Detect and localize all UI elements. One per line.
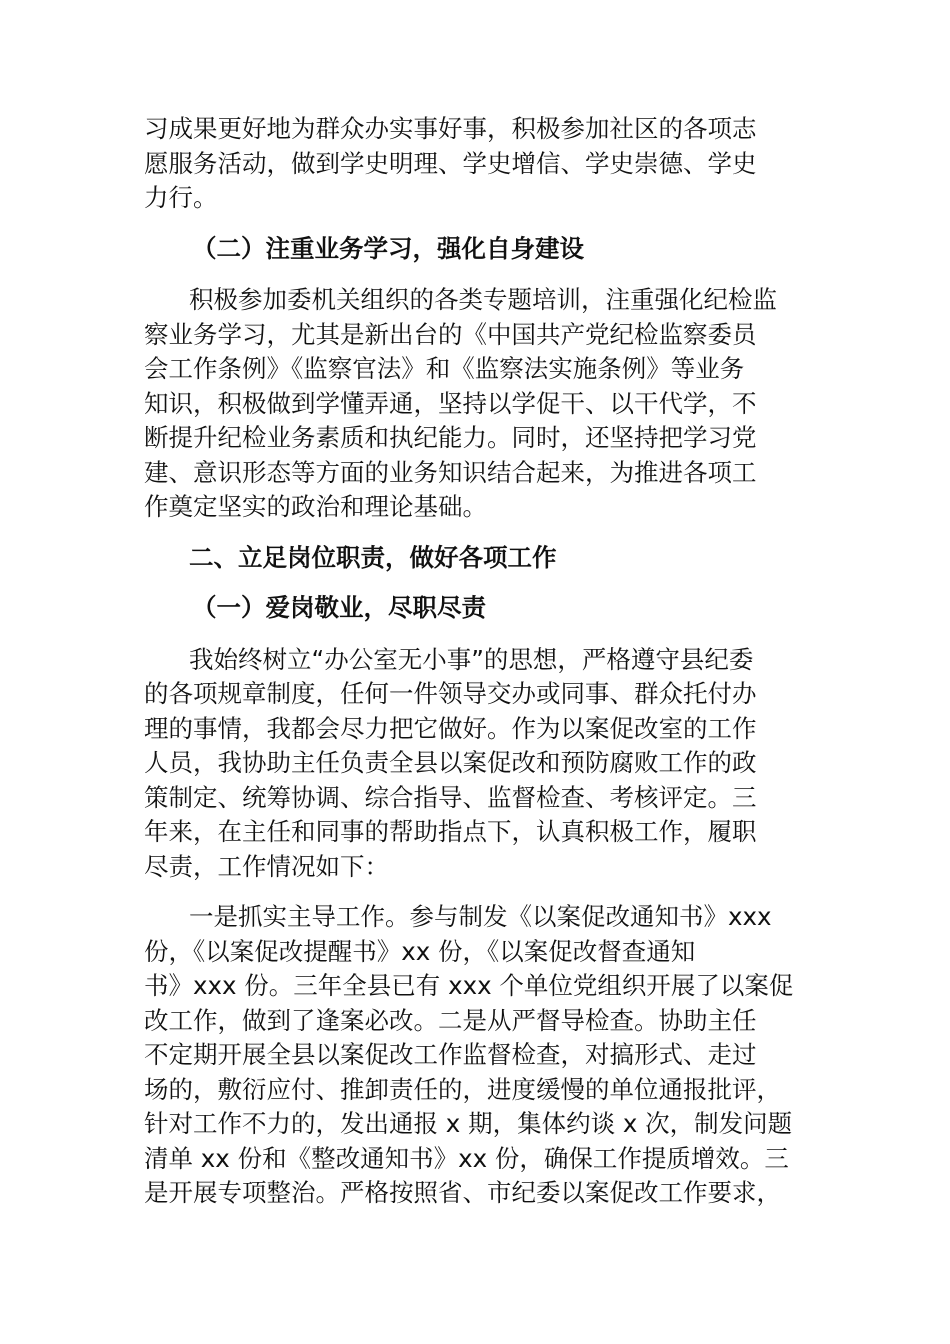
text-line: 人员，我协助主任负责全县以案促改和预防腐败工作的政 xyxy=(144,748,757,777)
text-line: 理的事情，我都会尽力把它做好。作为以案促改室的工作 xyxy=(144,713,757,743)
text-line: 场的，敷衍应付、推卸责任的，进度缓慢的单位通报批评， xyxy=(144,1074,781,1104)
text-line: 书》xxx 份。三年全县已有 xxx 个单位党组织开展了以案促 xyxy=(144,971,794,1000)
section-heading-job-duties: 二、立足岗位职责，做好各项工作 xyxy=(189,542,557,572)
text-line: 积极参加委机关组织的各类专题培训，注重强化纪检监 xyxy=(189,285,777,314)
text-line: 建、意识形态等方面的业务知识结合起来，为推进各项工 xyxy=(144,457,757,487)
paragraph-continued xyxy=(144,112,812,216)
text-line: 尽责，工作情况如下： xyxy=(144,851,389,881)
section-heading-dedication: （一）爱岗敬业，尽职尽责 xyxy=(192,593,486,622)
text-line: 察业务学习，尤其是新出台的《中国共产党纪检监察委员 xyxy=(144,319,757,349)
text-line: 习成果更好地为群众办实事好事，积极参加社区的各项志 xyxy=(144,114,757,143)
text-line: 愿服务活动，做到学史明理、学史增信、学史崇德、学史 xyxy=(144,148,757,178)
text-line: 会工作条例》《监察官法》和《监察法实施条例》等业务 xyxy=(144,354,745,383)
text-line: 断提升纪检业务素质和执纪能力。同时，还坚持把学习党 xyxy=(144,423,757,452)
section-heading-business-study: （二）注重业务学习，强化自身建设 xyxy=(192,233,584,263)
text-line: 份，《以案促改提醒书》xx 份，《以案促改督查通知 xyxy=(144,936,696,966)
paragraph-business-study xyxy=(144,283,812,525)
text-line: 清单 xx 份和《整改通知书》xx 份，确保工作提质增效。三 xyxy=(144,1143,789,1173)
text-line: 改工作，做到了逢案必改。二是从严督导检查。协助主任 xyxy=(144,1005,757,1035)
text-line: 不定期开展全县以案促改工作监督检查，对搞形式、走过 xyxy=(144,1040,757,1069)
paragraph-dedication xyxy=(144,643,812,885)
text-line: 一是抓实主导工作。参与制发《以案促改通知书》xxx xyxy=(189,902,772,931)
paragraph-work-details xyxy=(144,900,812,1211)
text-line: 策制定、统筹协调、综合指导、监督检查、考核评定。三 xyxy=(144,782,757,812)
text-line: 力行。 xyxy=(144,183,218,212)
text-line: 是开展专项整治。严格按照省、市纪委以案促改工作要求， xyxy=(144,1178,781,1207)
text-line: 的各项规章制度，任何一件领导交办或同事、群众托付办 xyxy=(144,679,757,708)
text-line: 我始终树立“办公室无小事”的思想，严格遵守县纪委 xyxy=(189,644,754,674)
text-line: 作奠定坚实的政治和理论基础。 xyxy=(144,492,487,521)
text-line: 针对工作不力的，发出通报 x 期，集体约谈 x 次，制发问题 xyxy=(144,1109,793,1138)
document-body xyxy=(144,112,812,1211)
text-line: 年来，在主任和同事的帮助指点下，认真积极工作，履职 xyxy=(144,817,757,846)
text-line: 知识，积极做到学懂弄通，坚持以学促干、以干代学，不 xyxy=(144,388,757,418)
